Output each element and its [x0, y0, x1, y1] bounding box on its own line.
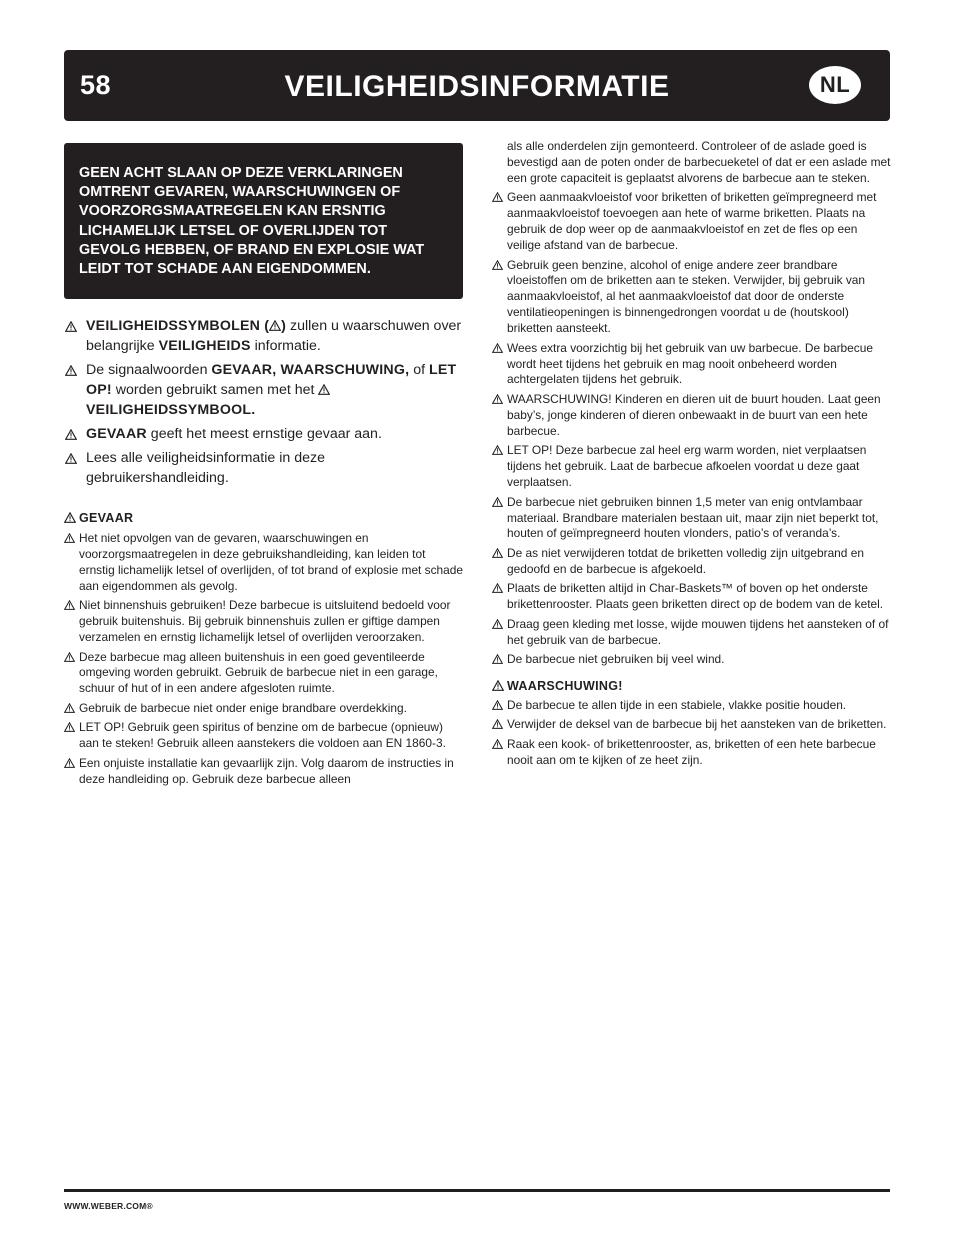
warning-triangle-icon [64, 512, 76, 523]
gevaar-item [64, 720, 464, 752]
gevaar-item-text: Plaats de briketten altijd in Char-Baskets™ of boven op het onderste brikettenrooster. Plaats geen briketten direct op de bodem van de ketel. [507, 581, 884, 612]
gevaar-item [492, 392, 892, 440]
warning-triangle-icon [492, 497, 503, 507]
gevaar-item [492, 546, 892, 578]
intro-signal-bold: GEVAAR, WAARSCHUWING, [211, 362, 410, 378]
warning-triangle-icon [492, 739, 503, 749]
intro-signal-text3: worden gebruikt samen met het [111, 382, 319, 398]
gevaar-item-text: LET OP! Deze barbecue zal heel erg warm worden, niet verplaatsen tijdens het gebruik. Laat de barbecue afkoelen voordat u deze gaat verplaatsen. [507, 443, 867, 490]
warning-triangle-icon [65, 365, 77, 376]
warning-triangle-icon [318, 384, 330, 395]
warning-triangle-icon [65, 453, 77, 464]
footer-divider [64, 1189, 890, 1192]
waarschuwing-item-text: Raak een kook- of brikettenrooster, as, briketten of een hete barbecue nooit aan om te kijken of ze heet zijn. [507, 736, 876, 767]
warning-triangle-icon [64, 652, 75, 662]
gevaar-item [64, 531, 464, 595]
gevaar-item-text: De barbecue niet gebruiken binnen 1,5 meter van enig ontvlambaar materiaal. Brandbare materialen bestaan uit, maar zijn niet beperkt tot, houten of geïmpregneerd houten vlonders, patio’s of veranda’s. [507, 494, 879, 541]
waarschuwing-item-text: Verwijder de deksel van de barbecue bij het aansteken van de briketten. [507, 717, 887, 732]
gevaar-item-text: WAARSCHUWING! Kinderen en dieren uit de buurt houden. Laat geen baby’s, jonge kinderen of dieren onbewaakt in de buurt van een hete barbecue. [507, 391, 881, 438]
waarschuwing-item [492, 737, 892, 769]
intro-signal-text2: of [409, 362, 429, 378]
intro-symbols-bold: VEILIGHEIDSSYMBOLEN ( [86, 318, 270, 334]
warning-triangle-icon [492, 583, 503, 593]
warning-triangle-icon [492, 260, 503, 270]
warning-triangle-icon [492, 548, 503, 558]
gevaar-item-text: Een onjuiste installatie kan gevaarlijk zijn. Volg daarom de instructies in deze handleiding op. Gebruik deze barbecue alleen [79, 755, 454, 786]
gevaar-item-text: Niet binnenshuis gebruiken! Deze barbecue is uitsluitend bedoeld voor gebruik buitenshuis. Bij gebruik binnenshuis zullen er giftige dampen verzamelen en ernstig lichamelijk letsel of overlijden veroorzaken. [79, 598, 451, 645]
warning-triangle-icon [492, 654, 503, 664]
hazard-warning-box [64, 143, 463, 299]
warning-triangle-icon [492, 343, 503, 353]
gevaar-item [492, 341, 892, 389]
waarschuwing-heading [492, 678, 892, 694]
gevaar-heading [64, 510, 464, 526]
gevaar-item-text: De as niet verwijderen totdat de briketten volledig zijn uitgebrand en gedoofd en de barbecue is afgekoeld. [507, 545, 864, 576]
gevaar-item [64, 701, 464, 717]
warning-triangle-icon [269, 320, 281, 331]
gevaar-item [492, 617, 892, 649]
gevaar-item [492, 652, 892, 668]
intro-item-gevaar [64, 424, 464, 444]
intro-symbols-bold2: VEILIGHEIDS [158, 338, 251, 354]
gevaar-item [492, 495, 892, 543]
gevaar-item-text: Draag geen kleding met losse, wijde mouwen tijdens het aansteken of of het gebruik van de barbecue. [507, 616, 889, 647]
gevaar-section [64, 510, 464, 791]
page-header [64, 50, 890, 121]
intro-read-all-text: Lees alle veiligheidsinformatie in deze gebruikershandleiding. [86, 450, 325, 486]
gevaar-continuation: als alle onderdelen zijn gemonteerd. Controleer of de aslade goed is bevestigd aan de poten onder de barbecueketel of dat er een aslade met een grote capaciteit is geplaatst alvorens de barbecue aan te steken. [507, 139, 891, 185]
gevaar-item [64, 756, 464, 788]
gevaar-heading-text: GEVAAR [79, 511, 134, 525]
intro-gevaar-text: geeft het meest ernstige gevaar aan. [146, 426, 382, 442]
warning-triangle-icon [492, 619, 503, 629]
warning-triangle-icon [65, 429, 77, 440]
warning-triangle-icon [65, 321, 77, 332]
gevaar-item-text: LET OP! Gebruik geen spiritus of benzine om de barbecue (opnieuw) aan te steken! Gebruik alleen aanstekers die voldoen aan EN 1860-3. [79, 720, 446, 751]
gevaar-item-text: Gebruik geen benzine, alcohol of enige andere zeer brandbare vloeistoffen om de briketten aan te steken. Verwijder, bij gebruik van aanmaakvloeistof, al het aanmaakvloeistof dat door de onderste ventilatieopeningen is binnengedrongen voordat u de (houtskool) briketten aansteekt. [507, 257, 866, 336]
warning-triangle-icon [64, 533, 75, 543]
intro-signal-text: De signaalwoorden [86, 362, 212, 378]
waarschuwing-item [492, 698, 892, 714]
warning-triangle-icon [492, 445, 503, 455]
warning-triangle-icon [64, 758, 75, 768]
warning-triangle-icon [492, 394, 503, 404]
intro-item-symbols [64, 316, 464, 356]
page-number: 58 [80, 70, 112, 100]
intro-signal-bold3: VEILIGHEIDSSYMBOOL. [86, 402, 256, 418]
warning-triangle-icon [64, 703, 75, 713]
warning-triangle-icon [492, 719, 503, 729]
gevaar-item [492, 190, 892, 254]
gevaar-item [64, 598, 464, 646]
gevaar-item [492, 443, 892, 491]
intro-signal-bold2: LET OP! [86, 362, 457, 398]
language-badge: NL [809, 66, 861, 104]
gevaar-item-text: Deze barbecue mag alleen buitenshuis in een goed geventileerde omgeving worden gebruikt. Gebruik de barbecue niet in een garage, schuur of hut of in een andere afgesloten ruimte. [79, 649, 438, 696]
safety-symbols-intro [64, 316, 464, 492]
gevaar-item [492, 258, 892, 338]
gevaar-item [492, 581, 892, 613]
intro-symbols-text: zullen u waarschuwen over belangrijke [86, 318, 462, 354]
intro-symbols-text2: informatie. [250, 338, 321, 354]
waarschuwing-item-text: De barbecue te allen tijde in een stabiele, vlakke positie houden. [507, 697, 847, 712]
intro-item-signal-words [64, 360, 464, 420]
right-column [492, 139, 892, 772]
page-title: VEILIGHEIDSINFORMATIE [284, 70, 670, 103]
warning-triangle-icon [64, 600, 75, 610]
intro-item-read-all [64, 448, 464, 488]
warning-triangle-icon [492, 680, 504, 691]
gevaar-item-text: Wees extra voorzichtig bij het gebruik van uw barbecue. De barbecue wordt heet tijdens het gebruik en mag nooit onbeheerd worden achtergelaten tijdens het gebruik. [507, 340, 873, 387]
waarschuwing-heading-text: WAARSCHUWING! [507, 678, 623, 693]
gevaar-item-text: De barbecue niet gebruiken bij veel wind. [507, 652, 725, 667]
hazard-warning-text: GEEN ACHT SLAAN OP DEZE VERKLARINGEN OMTRENT GEVAREN, WAARSCHUWINGEN OF VOORZORGSMAATREGELEN KAN ERSNTIG LICHAMELIJK LETSEL OF OVERLIJDEN TOT GEVOLG HEBBEN, OF BRAND EN EXPLOSIE WAT LEIDT TOT SCHADE AAN EIGENDOMMEN. [79, 165, 425, 278]
gevaar-item-text: Het niet opvolgen van de gevaren, waarschuwingen en voorzorgsmaatregelen in deze gebruikshandleiding, kan leiden tot ernstig lichamelijk letsel of overlijden, of tot brand of explosie met schade aan eigendommen als gevolg. [79, 531, 464, 593]
gevaar-item-text: Gebruik de barbecue niet onder enige brandbare overdekking. [79, 700, 407, 715]
footer-url: WWW.WEBER.COM® [64, 1201, 153, 1211]
intro-symbols-bold-close: ) [281, 318, 287, 334]
gevaar-item [64, 650, 464, 698]
warning-triangle-icon [64, 722, 75, 732]
warning-triangle-icon [492, 192, 503, 202]
intro-gevaar-bold: GEVAAR [86, 426, 147, 442]
gevaar-item-text: Geen aanmaakvloeistof voor briketten of briketten geïmpregneerd met aanmaakvloeistof toevoegen aan hete of warme briketten. Plaats na gebruik de dop weer op de aanmaakvloeistof en zet de fles op een veilige afstand van de barbecue. [507, 190, 877, 253]
warning-triangle-icon [492, 700, 503, 710]
waarschuwing-item [492, 717, 892, 733]
